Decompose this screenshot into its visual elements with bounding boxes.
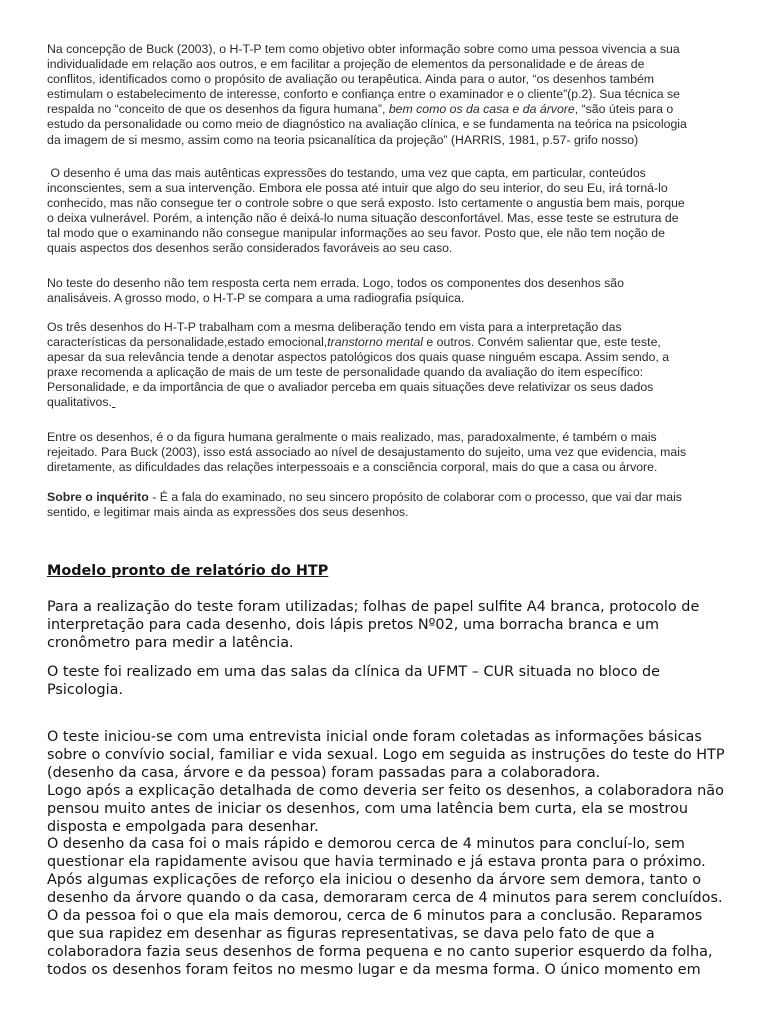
paragraph-drawing-expression [47,166,723,257]
text-line: O desenho da casa foi o mais rápido e demorou cerca de 4 minutos para concluí-lo, sem [47,836,685,853]
text-line: que sua rapidez em desenhar as figuras representativas, se dava pelo fato de que a [47,925,655,942]
trailing-underline [112,395,115,409]
text-line: interpretação para cada desenho, dois lápis pretos Nº02, uma borracha branca e um [47,616,660,633]
emphasis-text: transtorno mental [327,335,423,350]
text-line: (desenho da casa, árvore e da pessoa) foram passadas para a colaboradora. [47,764,601,781]
text-segment: características da personalidade,estado emocional, [47,335,328,350]
text-line: questionar ela rapidamente avisou que havia terminado e já estava pronta para o próximo. [47,854,706,871]
text-line: O teste iniciou-se com uma entrevista inicial onde foram coletadas as informações básicas [47,729,702,745]
text-line [47,102,723,117]
text-line: Personalidade, e da importância de que o avaliador perceba em quais situações deve relativizar os seus dados [47,380,654,395]
text-line: diretamente, as dificuldades das relações interpessoais e a consciência corporal, mais do que a casa ou árvore. [47,460,658,475]
text-line [47,335,723,350]
text-line: O teste foi realizado em uma das salas da clínica da UFMT – CUR situada no bloco de [47,664,660,680]
text-line: O da pessoa foi o que ela mais demorou, cerca de 6 minutos para a conclusão. Reparamos [47,908,703,925]
text-line: quais aspectos dos desenhos serão considerados favoráveis ao seu caso. [47,241,453,256]
text-line: Logo após a explicação detalhada de como deveria ser feito os desenhos, a colaboradora não [47,782,724,799]
paragraph-human-figure [47,430,723,475]
text-line: Após algumas explicações de reforço ela iniciou o desenho da árvore sem demora, tanto o [47,872,702,889]
text-line: individualidade em relação aos outros, e em facilitar a projeção de elementos da personalidade e de áreas de [47,57,645,72]
text-line: analisáveis. A grosso modo, o H-T-P se compara a uma radiografia psíquica. [47,291,465,306]
text-line: tal modo que o examinando não consegue manipular informações ao seu favor. Posto que, ele não tem noção de [47,226,665,241]
text-line: disposta e empolgada para desenhar. [47,818,319,835]
text-line: conhecido, mas não consegue ter o controle sobre o que será exposto. Isto certamente o angustia bem mais, porque [47,196,685,211]
text-line: apesar da sua relevância tende a denotar aspectos patológicos dos quais quase ninguém escapa. Assim sendo, a [47,350,670,365]
text-segment: - É a fala do examinado, no seu sincero propósito de colaborar com o processo, que vai dar mais [148,490,682,504]
text-line [47,395,723,410]
text-segment: qualitativos. [47,395,112,410]
text-line: Entre os desenhos, é o da figura humana geralmente o mais realizado, mas, paradoxalmente, é também o mais [47,430,657,444]
text-line: estudo da personalidade ou como meio de diagnóstico na avaliação clínica, e se fundamenta na teórica na psicologia [47,117,687,132]
text-line: Para a realização do teste foram utilizadas; folhas de papel sulfite A4 branca, protocolo de [47,599,700,615]
text-line: colaboradora fazia seus desenhos de forma pequena e no canto superior esquerdo da folha, [47,943,713,960]
text-line: praxe recomenda a aplicação de mais de um teste de personalidade quando da avaliação do item específico: [47,365,644,380]
text-line: desenho da árvore quando o da casa, demoraram cerca de 4 minutos para serem concluídos. [47,890,723,907]
paragraph-buck-concept [47,42,723,148]
text-line: O desenho é uma das mais autênticas expressões do testando, uma vez que capta, em particular, conteúdos [47,166,646,180]
text-line: inconscientes, sem a sua intervenção. Embora ele possa até intuir que algo do seu interior, do seu Eu, irá torná-lo [47,181,668,196]
text-line: o deixa vulnerável. Porém, a intenção não é deixá-lo numa situação desconfortável. Mas, esse teste se estrutura de [47,211,679,226]
text-segment: e outros. Convém salientar que, este teste, [422,335,661,350]
text-line: Psicologia. [47,681,123,698]
text-line: rejeitado. Para Buck (2003), isso está associado ao nível de desajustamento do sujeito, uma vez que evidencia, mais [47,445,687,460]
text-line: Na concepção de Buck (2003), o H-T-P tem como objetivo obter informação sobre como uma pessoa vivencia a sua [47,42,680,56]
report-heading: Modelo pronto de relatório do HTP [47,563,329,579]
text-line: estimulam o estabelecimento de interesse, conforto e confiança entre o examinador e o cliente”(p.2). Sua técnica se [47,87,680,102]
inquiry-label: Sobre o inquérito [47,490,149,504]
text-line: sobre o convívio social, familiar e vida sexual. Logo em seguida as instruções do teste do HTP [47,746,725,763]
text-line [47,490,723,505]
paragraph-inquiry [47,490,723,520]
text-line: No teste do desenho não tem resposta certa nem errada. Logo, todos os componentes dos desenhos são [47,276,624,290]
text-line: Os três desenhos do H-T-P trabalham com a mesma deliberação tendo em vista para a interpretação das [47,320,622,334]
report-procedure-paragraph [47,729,727,980]
text-line: pensou muito antes de iniciar os desenhos, com uma latência bem curta, ela se mostrou [47,800,688,817]
text-line: cronômetro para medir a latência. [47,634,294,651]
report-materials-paragraph [47,599,727,653]
text-line: conflitos, identificados como o propósito de avaliação ou terapêutica. Ainda para o autor, “os desenhos também [47,72,655,87]
report-location-paragraph [47,664,727,700]
text-line: sentido, e legitimar mais ainda as expressões dos seus desenhos. [47,505,409,520]
text-segment: , “são úteis para o [574,102,674,117]
text-segment: respalda no “conceito de que os desenhos da figura humana”, [47,102,389,117]
paragraph-three-drawings [47,320,723,411]
text-line: todos os desenhos foram feitos no mesmo lugar e da mesma forma. O único momento em [47,961,701,978]
emphasis-text: bem como os da casa e da árvore [388,102,575,117]
paragraph-no-right-answer [47,276,723,306]
text-line: da imagem de si mesmo, assim como na teoria psicanalítica da projeção” (HARRIS, 1981, p.57- grifo nosso) [47,132,639,147]
